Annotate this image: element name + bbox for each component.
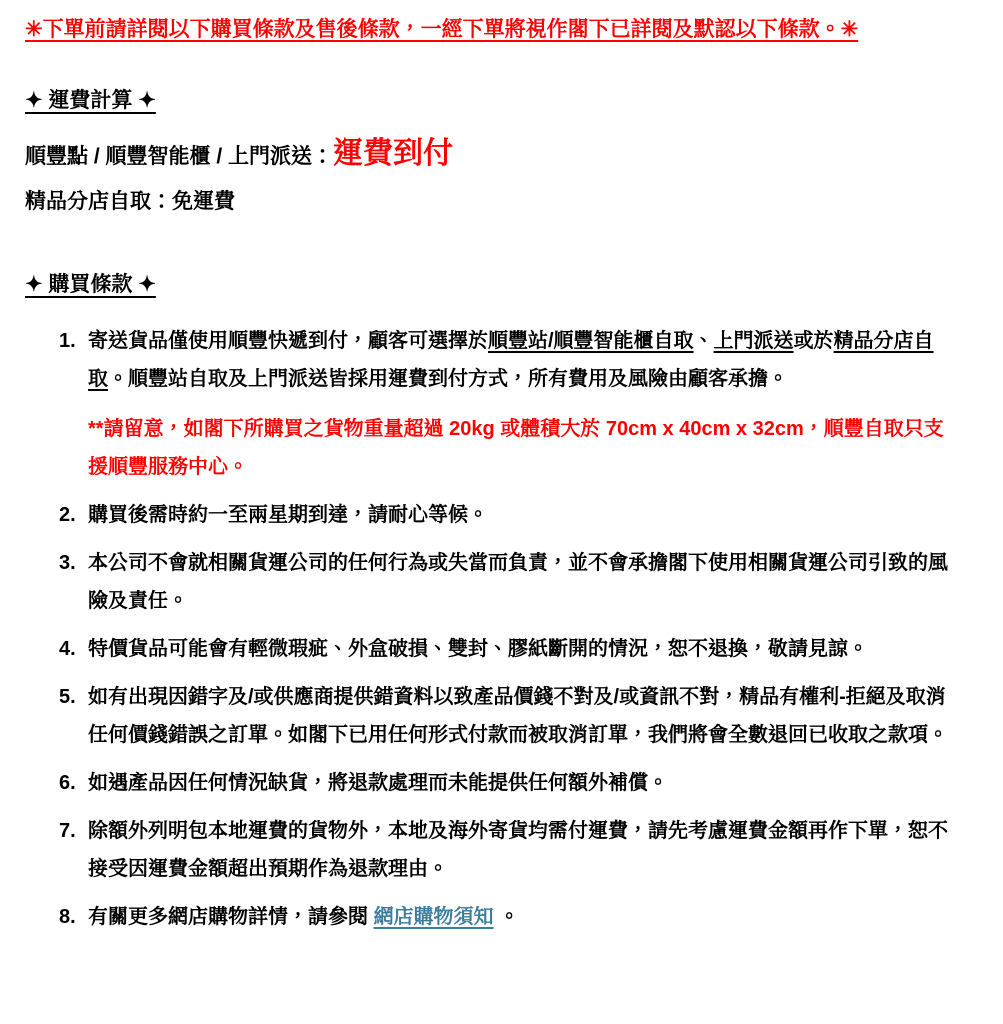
- term-3-text: 本公司不會就相關貨運公司的任何行為或失當而負責，並不會承擔閣下使用相關貨運公司引致的風險及責任。: [88, 552, 948, 612]
- term-7-text: 除額外列明包本地運費的貨物外，本地及海外寄貨均需付運費，請先考慮運費金額再作下單，恕不接受因運費金額超出預期作為退款理由。: [88, 820, 948, 880]
- purchase-terms-heading: [25, 271, 965, 298]
- term-1-seg-plain: 。順豐站自取及上門派送皆採用運費到付方式，所有費用及風險由顧客承擔。: [108, 368, 788, 390]
- term-number: 2.: [59, 504, 76, 526]
- term-6-text: 如遇產品因任何情況缺貨，將退款處理而未能提供任何額外補償。: [88, 772, 668, 794]
- terms-list: [25, 322, 965, 936]
- term-2-text: 購買後需時約一至兩星期到達，請耐心等候。: [88, 504, 488, 526]
- term-1-weight-limit-note: **請留意，如閣下所購買之貨物重量超過 20kg 或體積大於 70cm x 40cm x 32cm，順豐自取只支援順豐服務中心。: [88, 418, 944, 478]
- shipping-methods-text: 順豐點 / 順豐智能櫃 / 上門派送：: [25, 145, 334, 168]
- term-1-seg-store-pickup: 精品分店自取: [88, 330, 934, 390]
- term-item-3: [25, 544, 965, 620]
- pre-order-notice: ✳下單前請詳閱以下購買條款及售後條款，一經下單將視作閣下已詳閱及默認以下條款。✳: [25, 18, 859, 41]
- term-item-8: [25, 898, 965, 936]
- store-pickup-line: 精品分店自取：免運費: [25, 190, 235, 213]
- term-body: [88, 898, 960, 936]
- term-body: [88, 812, 960, 888]
- term-item-7: [25, 812, 965, 888]
- purchase-terms-heading-text: ✦ 購買條款 ✦: [25, 273, 156, 296]
- term-1-seg-sf-pickup: 順豐站/順豐智能櫃自取: [488, 330, 694, 352]
- term-4-text: 特價貨品可能會有輕微瑕疵、外盒破損、雙封、膠紙斷開的情況，恕不退換，敬請見諒。: [88, 638, 868, 660]
- term-item-5: [25, 678, 965, 754]
- term-body: [88, 322, 960, 486]
- term-body: [88, 678, 960, 754]
- term-8-text: [88, 898, 960, 936]
- term-body: [88, 496, 960, 534]
- term-1-seg-door-delivery: 上門派送: [713, 330, 794, 352]
- term-number: 8.: [59, 906, 76, 928]
- term-number: 1.: [59, 330, 76, 352]
- shipping-calculation-heading-text: ✦ 運費計算 ✦: [25, 89, 156, 112]
- term-1-seg-plain: 或於: [793, 330, 834, 352]
- term-8-seg-plain: 有關更多網店購物詳情，請參閱: [88, 906, 374, 928]
- term-number: 7.: [59, 820, 76, 842]
- shipping-calculation-heading: [25, 87, 965, 114]
- term-item-2: [25, 496, 965, 534]
- term-1-text: [88, 322, 960, 398]
- term-number: 4.: [59, 638, 76, 660]
- term-body: [88, 630, 960, 668]
- term-body: [88, 764, 960, 802]
- term-item-6: [25, 764, 965, 802]
- online-store-notice-link[interactable]: 網店購物須知: [373, 906, 494, 928]
- freight-collect-highlight: 運費到付: [333, 137, 454, 170]
- term-1-seg-plain: 、: [693, 330, 714, 352]
- shipping-methods-line: [25, 134, 965, 176]
- term-item-1: [25, 322, 965, 486]
- term-8-seg-plain: 。: [493, 906, 520, 928]
- term-number: 6.: [59, 772, 76, 794]
- term-5-text: 如有出現因錯字及/或供應商提供錯資料以致產品價錢不對及/或資訊不對，精品有權利-拒絕及取消任何價錢錯誤之訂單。如閣下已用任何形式付款而被取消訂單，我們將會全數退回已收取之款項。: [88, 686, 948, 746]
- term-number: 5.: [59, 686, 76, 708]
- term-item-4: [25, 630, 965, 668]
- term-number: 3.: [59, 552, 76, 574]
- term-body: [88, 544, 960, 620]
- term-1-seg-plain: 寄送貨品僅使用順豐快遞到付，顧客可選擇於: [88, 330, 488, 352]
